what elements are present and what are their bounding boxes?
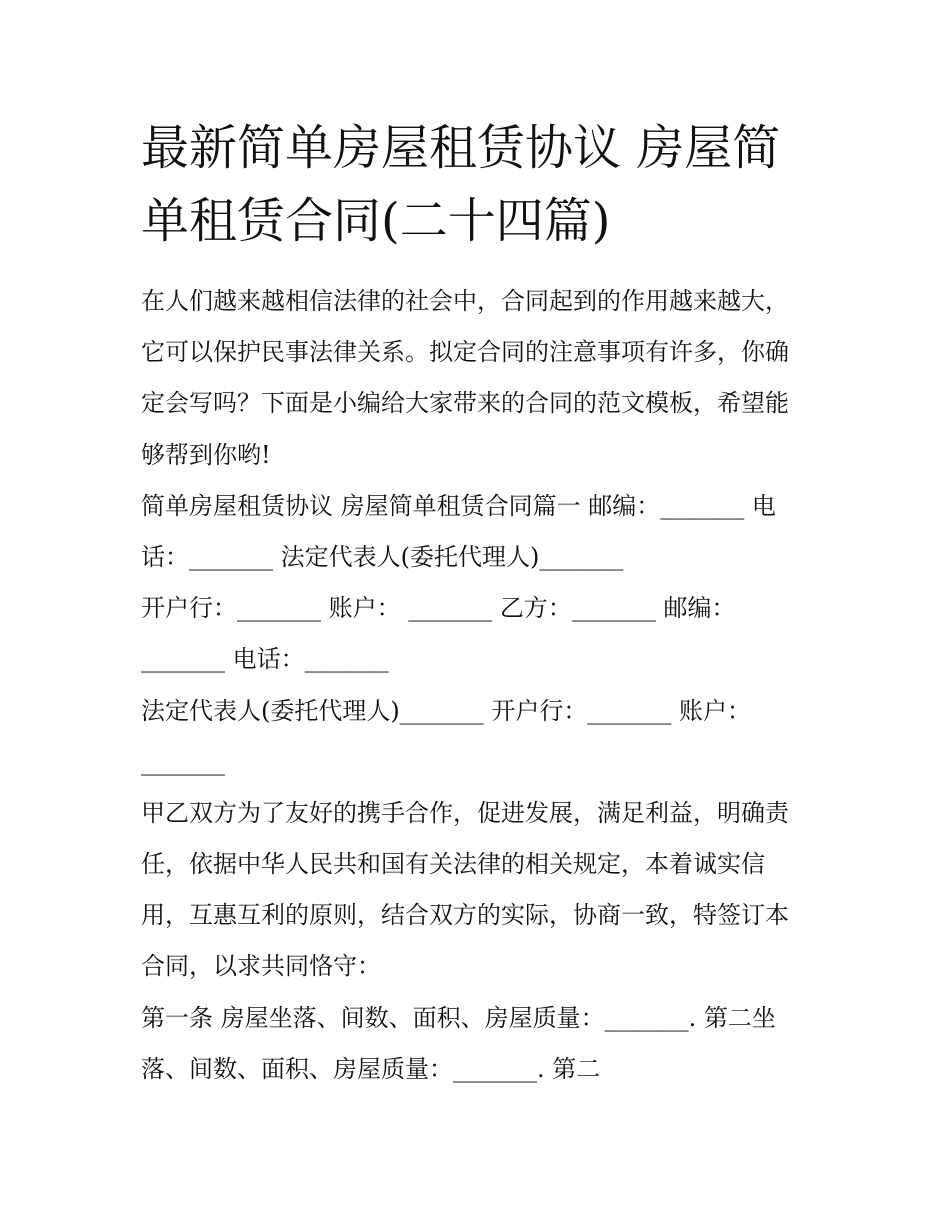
document-title <box>141 112 821 258</box>
article-line: 落、间数、面积、房屋质量：_______. 第二 <box>141 1054 601 1083</box>
agreement-paragraph-line: 甲乙双方为了友好的携手合作，促进发展，满足利益，明确责 <box>141 798 789 827</box>
article-line: 第一条 房屋坐落、间数、面积、房屋质量：_______. 第二坐 <box>141 1003 776 1032</box>
intro-paragraph-line: 它可以保护民事法律关系。拟定合同的注意事项有许多，你确 <box>141 338 789 367</box>
title-line: 单租赁合同(二十四篇) <box>141 193 611 249</box>
party-info-line: _______ <box>141 747 225 776</box>
party-info-line: 开户行：_______ 账户： _______ 乙方：_______ 邮编： <box>141 594 736 623</box>
agreement-paragraph-line: 任，依据中华人民共和国有关法律的相关规定，本着诚实信 <box>141 850 765 879</box>
title-line: 最新简单房屋租赁协议 房屋简 <box>141 120 781 176</box>
agreement-paragraph-line: 用，互惠互利的原则，结合双方的实际，协商一致，特签订本 <box>141 901 789 930</box>
agreement-paragraph-line: 合同，以求共同恪守： <box>141 952 381 981</box>
intro-paragraph-line: 定会写吗？下面是小编给大家带来的合同的范文模板，希望能 <box>141 389 789 418</box>
party-info-line: 话：_______ 法定代表人(委托代理人)_______ <box>141 542 624 571</box>
party-info-line: _______ 电话：_______ <box>141 645 389 674</box>
party-info-line: 法定代表人(委托代理人)_______ 开户行：_______ 账户： <box>141 696 751 725</box>
intro-paragraph-line: 够帮到你哟! <box>141 440 271 469</box>
document-body <box>141 276 821 1095</box>
intro-paragraph-line: 在人们越来越相信法律的社会中，合同起到的作用越来越大， <box>141 287 789 315</box>
party-info-line: 简单房屋租赁协议 房屋简单租赁合同篇一 邮编：_______ 电 <box>141 491 776 520</box>
